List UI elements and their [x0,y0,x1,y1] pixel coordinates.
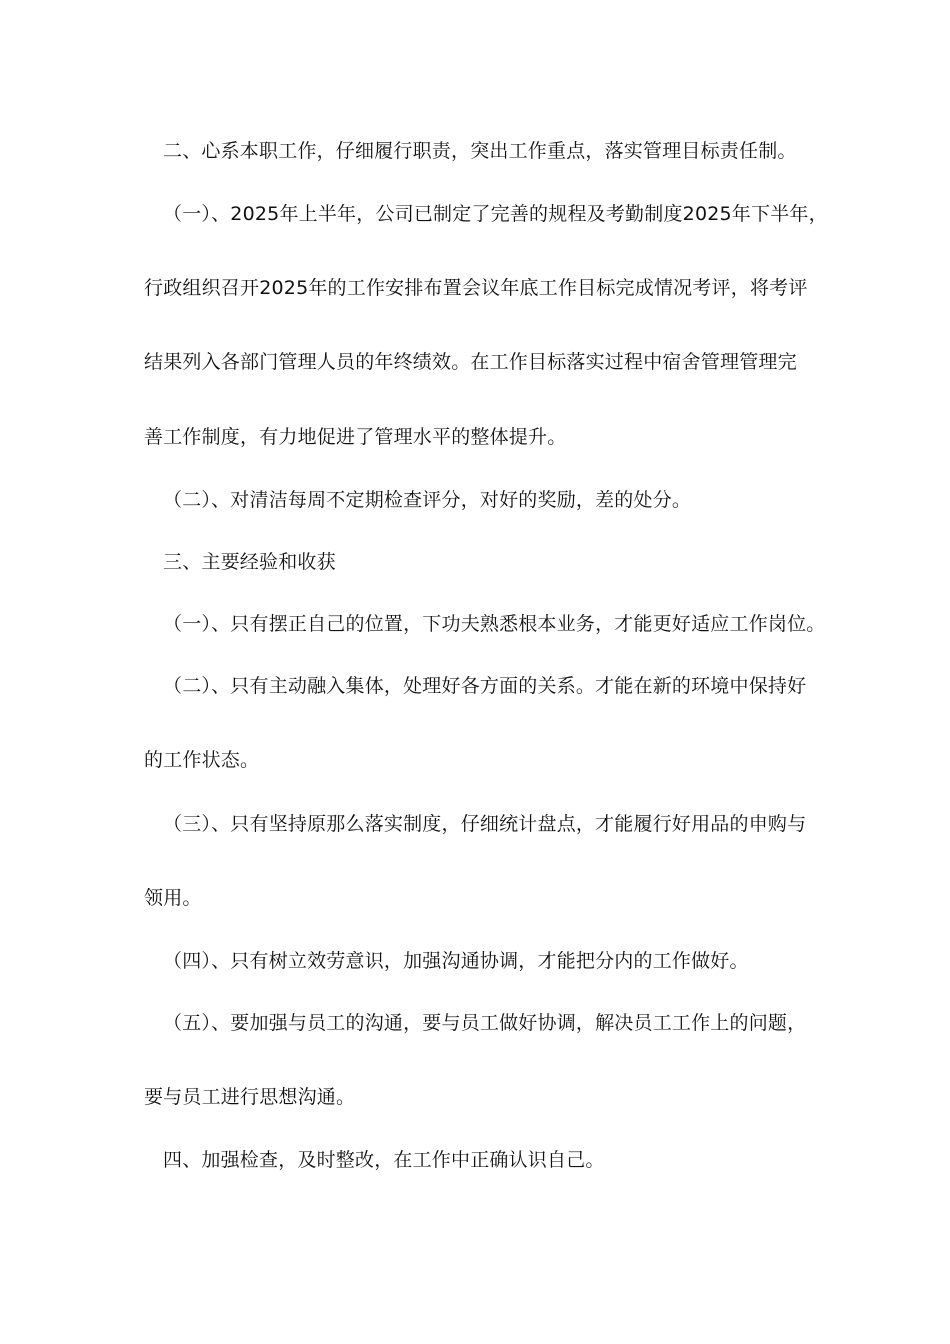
paragraph-line: 结果列入各部门管理人员的年终绩效。在工作目标落实过程中宿舍管理管理完 [144,351,797,373]
paragraph-line: （五）、要加强与员工的沟通，要与员工做好协调，解决员工工作上的问题， [163,1012,807,1034]
section-heading-3: 三、主要经验和收获 [163,551,336,573]
paragraph-line: 领用。 [144,887,202,909]
section-heading-2: 二、心系本职工作，仔细履行职责，突出工作重点，落实管理目标责任制。 [163,140,797,162]
section-heading-4: 四、加强检查，及时整改，在工作中正确认识自己。 [163,1149,605,1171]
paragraph-line: 行政组织召开2025年的工作安排布置会议年底工作目标完成情况考评，将考评 [144,277,808,299]
paragraph-line: （一）、只有摆正自己的位置，下功夫熟悉根本业务，才能更好适应工作岗位。 [163,613,826,635]
paragraph-line: 善工作制度，有力地促进了管理水平的整体提升。 [144,426,567,448]
paragraph-line: （一）、2025年上半年，公司已制定了完善的规程及考勤制度2025年下半年， [163,203,828,225]
paragraph-line: （二）、对清洁每周不定期检查评分，对好的奖励，差的处分。 [163,489,692,511]
paragraph-line: 要与员工进行思想沟通。 [144,1086,356,1108]
paragraph-line: （三）、只有坚持原那么落实制度，仔细统计盘点，才能履行好用品的申购与 [163,813,807,835]
paragraph-line: 的工作状态。 [144,749,260,771]
paragraph-line: （四）、只有树立效劳意识，加强沟通协调，才能把分内的工作做好。 [163,950,749,972]
paragraph-line: （二）、只有主动融入集体，处理好各方面的关系。才能在新的环境中保持好 [163,675,807,697]
